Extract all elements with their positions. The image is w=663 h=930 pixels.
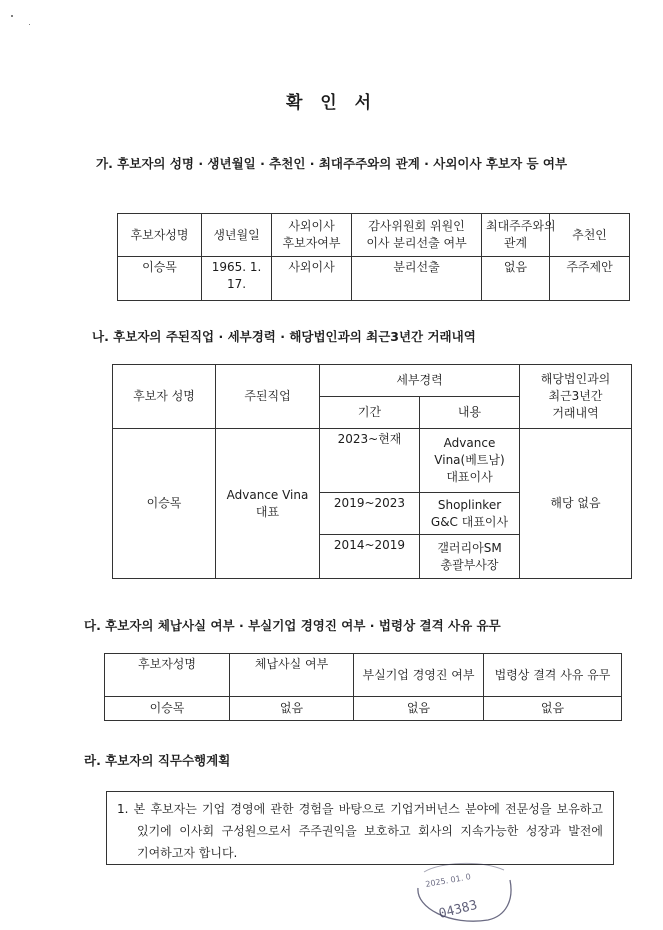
table-header-row [113,365,632,397]
header-cell: 사외이사 후보자여부 [272,214,352,257]
career-table [112,364,632,579]
header-cell: 체납사실 여부 [230,654,354,697]
career-content: Shoplinker G&C 대표이사 [420,493,520,535]
header-cell: 후보자성명 [105,654,230,697]
candidate-name: 이승목 [105,697,230,721]
scan-speck [29,24,30,25]
header-cell: 내용 [420,397,520,429]
stamp-number: 04383 [437,897,479,922]
candidate-name: 이승목 [118,257,202,301]
section-d-heading: 라. 후보자의 직무수행계획 [84,753,231,768]
career-period: 2023~현재 [320,429,420,493]
main-occupation: Advance Vina 대표 [216,429,320,579]
header-cell: 최대주주와의 관계 [482,214,550,257]
career-period: 2014~2019 [320,535,420,579]
legal-disqualification: 없음 [484,697,622,721]
outside-director-status: 사외이사 [272,257,352,301]
header-cell: 법령상 결격 사유 유무 [484,654,622,697]
receipt-stamp [410,858,520,928]
header-cell: 부실기업 경영진 여부 [354,654,484,697]
header-cell: 세부경력 [320,365,520,397]
candidate-name: 이승목 [113,429,216,579]
disqualification-table [104,653,622,721]
separate-election-status: 분리선출 [352,257,482,301]
transaction-history: 해당 없음 [520,429,632,579]
header-cell: 추천인 [550,214,630,257]
header-cell: 생년월일 [202,214,272,257]
candidate-info-table [117,213,630,301]
table-row [113,429,632,493]
career-period: 2019~2023 [320,493,420,535]
header-cell: 후보자성명 [118,214,202,257]
career-content: Advance Vina(베트남) 대표이사 [420,429,520,493]
table-header-row [118,214,630,257]
header-cell: 후보자 성명 [113,365,216,429]
duty-plan-box [106,791,614,865]
major-shareholder-relation: 없음 [482,257,550,301]
career-content: 갤러리아SM 총괄부사장 [420,535,520,579]
document-title: 확 인 서 [285,93,378,113]
header-cell: 기간 [320,397,420,429]
table-row [118,257,630,301]
header-cell: 주된직업 [216,365,320,429]
duty-plan-text: 1. 본 후보자는 기업 경영에 관한 경험을 바탕으로 기업거버넌스 분야에 전문성을 보유하고 있기에 이사회 구성원으로서 주주권익을 보호하고 회사의 지속가능한 성장과 발전에 기여하고자 합니다. [117,802,603,860]
insolvent-firm-executive: 없음 [354,697,484,721]
table-header-row [105,654,622,697]
tax-delinquency: 없음 [230,697,354,721]
section-b-heading: 나. 후보자의 주된직업 · 세부경력 · 해당법인과의 최근3년간 거래내역 [92,329,476,344]
table-row [105,697,622,721]
section-a-heading: 가. 후보자의 성명 · 생년월일 · 추천인 · 최대주주와의 관계 · 사외이사 후보자 등 여부 [96,156,568,171]
birth-date: 1965. 1. 17. [202,257,272,301]
section-c-heading: 다. 후보자의 체납사실 여부 · 부실기업 경영진 여부 · 법령상 결격 사유 유무 [84,618,501,633]
header-cell: 감사위원회 위원인 이사 분리선출 여부 [352,214,482,257]
header-cell: 해당법인과의 최근3년간 거래내역 [520,365,632,429]
stamp-date: 2025. 01. 0 [424,872,472,889]
scan-speck [11,15,13,17]
recommender: 주주제안 [550,257,630,301]
